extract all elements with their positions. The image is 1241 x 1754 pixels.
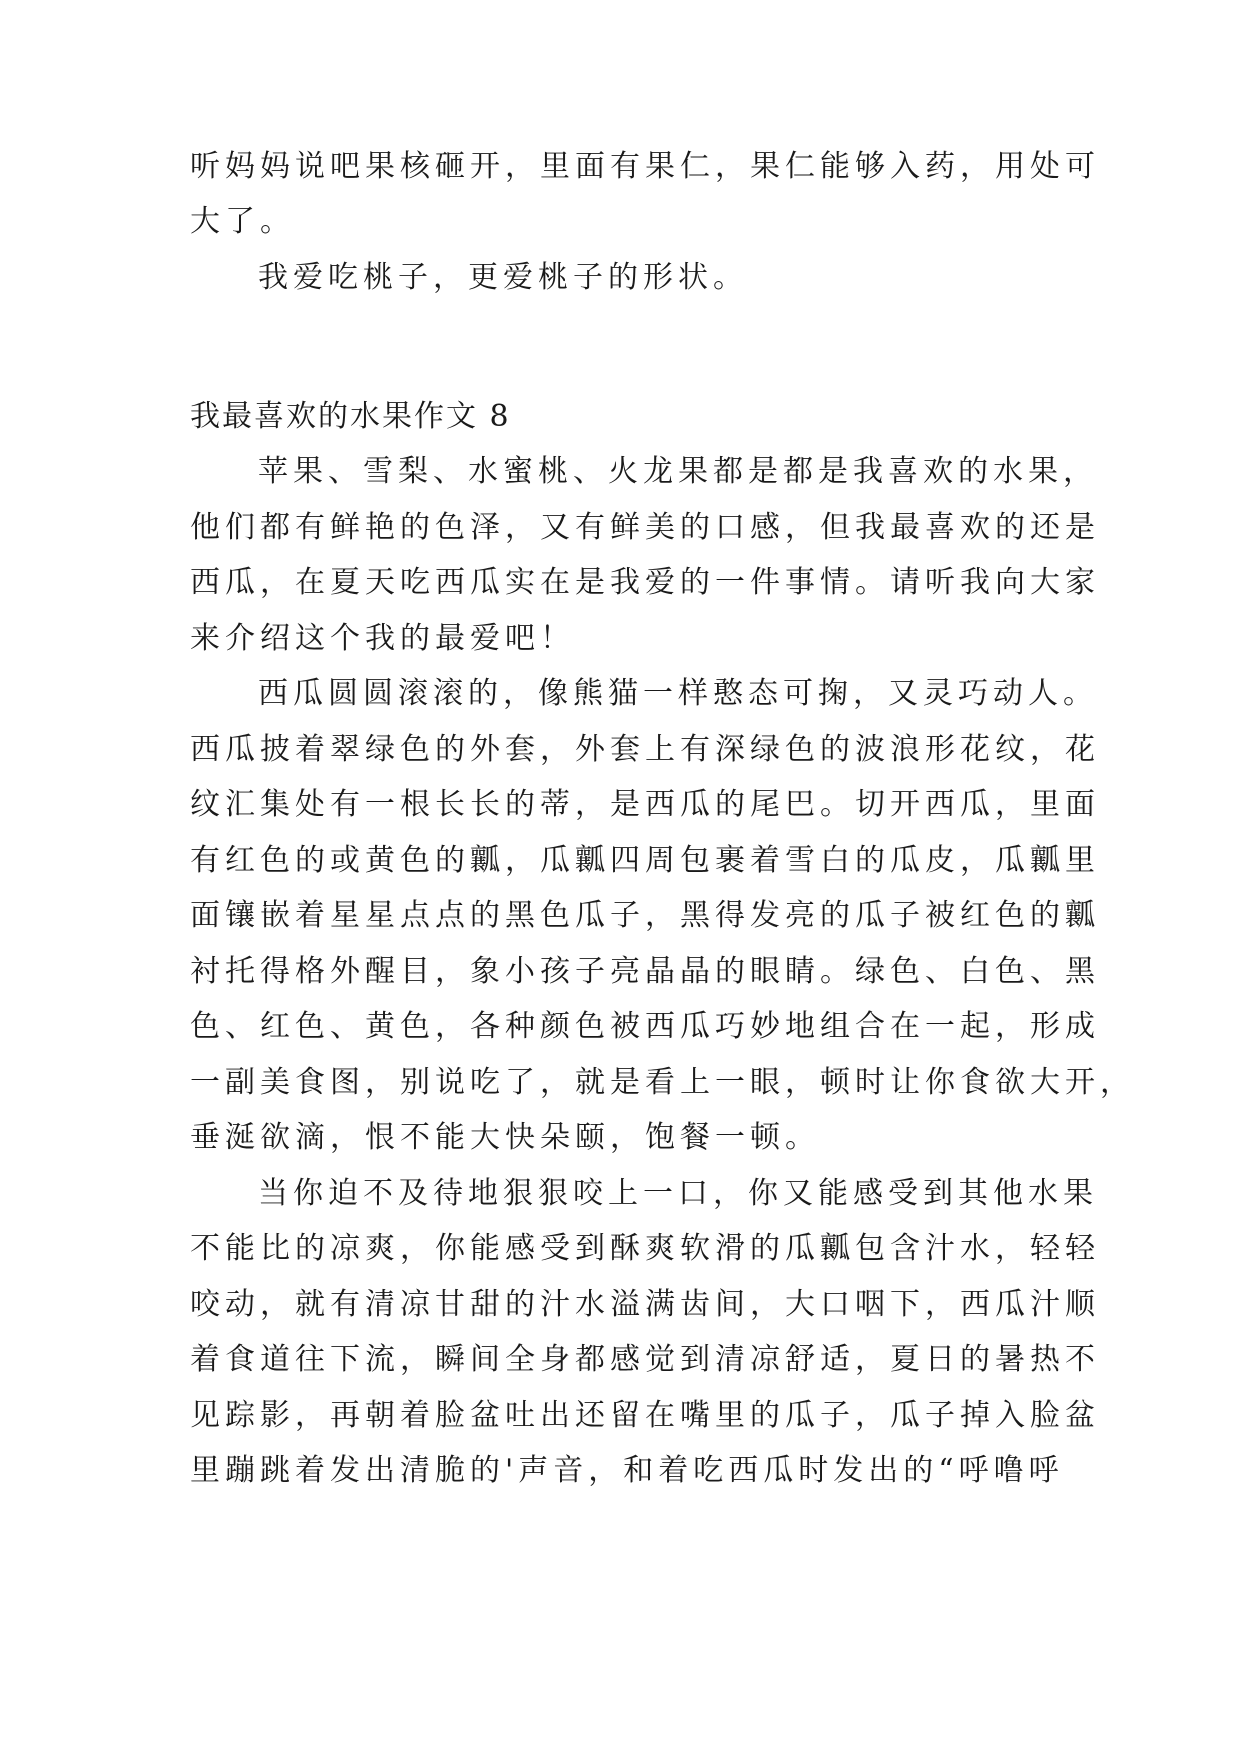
- text-line: 纹汇集处有一根长长的蒂，是西瓜的尾巴。切开西瓜，里面: [190, 787, 1100, 822]
- text-line: 一副美食图，别说吃了，就是看上一眼，顿时让你食欲大开，: [190, 1065, 1135, 1100]
- paragraph-line: 苹果、雪梨、水蜜桃、火龙果都是都是我喜欢的水果，: [258, 454, 1098, 489]
- paragraph-line: 当你迫不及待地狠狠咬上一口，你又能感受到其他水果: [258, 1176, 1098, 1211]
- text-line: 里蹦跳着发出清脆的'声音，和着吃西瓜时发出的“呼噜呼: [190, 1453, 1064, 1488]
- text-line: 听妈妈说吧果核砸开，里面有果仁，果仁能够入药，用处可: [190, 149, 1100, 184]
- text-line: 不能比的凉爽，你能感受到酥爽软滑的瓜瓤包含汁水，轻轻: [190, 1231, 1100, 1266]
- text-line: 着食道往下流，瞬间全身都感觉到清凉舒适，夏日的暑热不: [190, 1342, 1100, 1377]
- section-title: 我最喜欢的水果作文 8: [190, 399, 511, 434]
- text-line: 垂涎欲滴，恨不能大快朵颐，饱餐一顿。: [190, 1120, 820, 1155]
- text-line: 衬托得格外醒目，象小孩子亮晶晶的眼睛。绿色、白色、黑: [190, 954, 1100, 989]
- text-line: 大了。: [190, 204, 295, 239]
- text-line: 来介绍这个我的最爱吧！: [190, 621, 575, 656]
- paragraph-line: 我爱吃桃子，更爱桃子的形状。: [258, 260, 748, 295]
- text-line: 面镶嵌着星星点点的黑色瓜子，黑得发亮的瓜子被红色的瓤: [190, 898, 1100, 933]
- text-line: 有红色的或黄色的瓤，瓜瓤四周包裹着雪白的瓜皮，瓜瓤里: [190, 843, 1100, 878]
- text-line: 咬动，就有清凉甘甜的汁水溢满齿间，大口咽下，西瓜汁顺: [190, 1287, 1100, 1322]
- text-line: 西瓜，在夏天吃西瓜实在是我爱的一件事情。请听我向大家: [190, 565, 1100, 600]
- text-line: 他们都有鲜艳的色泽，又有鲜美的口感，但我最喜欢的还是: [190, 510, 1100, 545]
- text-line: 西瓜披着翠绿色的外套，外套上有深绿色的波浪形花纹，花: [190, 732, 1100, 767]
- paragraph-line: 西瓜圆圆滚滚的，像熊猫一样憨态可掬，又灵巧动人。: [258, 676, 1098, 711]
- text-line: 见踪影，再朝着脸盆吐出还留在嘴里的瓜子，瓜子掉入脸盆: [190, 1398, 1100, 1433]
- text-line: 色、红色、黄色，各种颜色被西瓜巧妙地组合在一起，形成: [190, 1009, 1100, 1044]
